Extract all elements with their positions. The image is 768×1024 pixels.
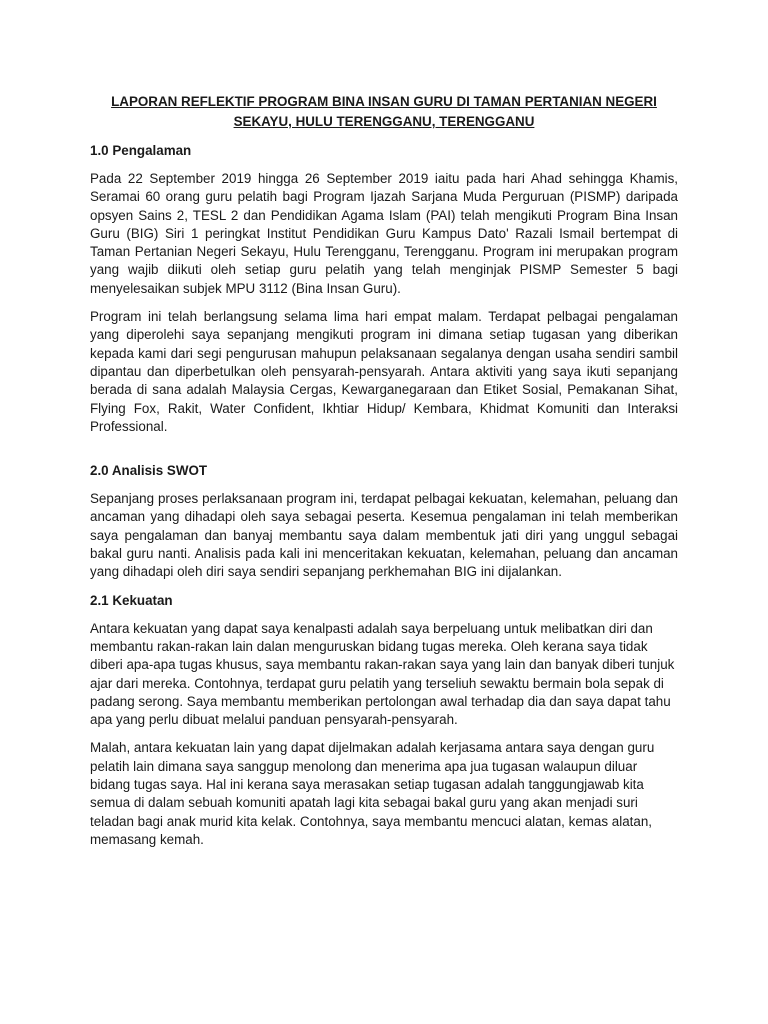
paragraph-pengalaman-1: Pada 22 September 2019 hingga 26 September 2019 iaitu pada hari Ahad sehingga Khamis, Seramai 60 orang guru pelatih bagi Program Ijazah Sarjana Muda Perguruan (PISMP) daripada opsyen Sains 2, TESL 2 dan Pendidikan Agama Islam (PAI) telah mengikuti Program Bina Insan Guru (BIG) Siri 1 peringkat Institut Pendidikan Guru Kampus Dato' Razali Ismail bertempat di Taman Pertanian Negeri Sekayu, Hulu Terengganu, Terengganu. Program ini merupakan program yang wajib diikuti oleh setiap guru pelatih yang telah menginjak PISMP Semester 5 bagi menyelesaikan subjek MPU 3112 (Bina Insan Guru). xyxy=(90,171,678,296)
paragraph-analisis-swot-1: Sepanjang proses perlaksanaan program ini, terdapat pelbagai kekuatan, kelemahan, peluang dan ancaman yang dihadapi oleh saya sebagai peserta. Kesemua pengalaman ini telah memberikan saya pengalaman dan banyaj membantu saya dalam membentuk jati diri yang unggul sebagai bakal guru nanti. Analisis pada kali ini menceritakan kekuatan, kelemahan, peluang dan ancaman yang dihadapi oleh diri saya sendiri sepanjang perkhemahan BIG ini dijalankan. xyxy=(90,491,678,580)
paragraph-pengalaman-2: Program ini telah berlangsung selama lima hari empat malam. Terdapat pelbagai pengalaman yang diperolehi saya sepanjang mengikuti program ini dimana setiap tugasan yang diberikan kepada kami dari segi pengurusan mahupun pelaksanaan segalanya dengan usaha sendiri sambil dipantau dan diperbetulkan oleh pensyarah-pensyarah. Antara aktiviti yang saya ikuti sepanjang berada di sana adalah Malaysia Cergas, Kewarganegaraan dan Etiket Sosial, Pemakanan Sihat, Flying Fox, Rakit, Water Confident, Ikhtiar Hidup/ Kembara, Khidmat Komuniti dan Interaksi Professional. xyxy=(90,309,678,434)
document-page xyxy=(90,92,678,859)
section-heading-kekuatan: 2.1 Kekuatan xyxy=(90,592,173,608)
paragraph-kekuatan-2: Malah, antara kekuatan lain yang dapat dijelmakan adalah kerjasama antara saya dengan guru pelatih lain dimana saya sanggup menolong dan menerima apa jua tugasan walaupun diluar bidang tugas saya. Hal ini kerana saya merasakan setiap tugasan adalah tanggungjawab kita semua di dalam sebuah komuniti apatah lagi kita sebagai bakal guru yang akan menjadi suri teladan bagi anak murid kita kelak. Contohnya, saya membantu mencuci alatan, kemas alatan, memasang kemah. xyxy=(90,740,655,847)
section-heading-pengalaman: 1.0 Pengalaman xyxy=(90,143,192,158)
paragraph-kekuatan-1: Antara kekuatan yang dapat saya kenalpasti adalah saya berpeluang untuk melibatkan diri dan membantu rakan-rakan lain dalan menguruskan bidang tugas mereka. Oleh kerana saya tidak diberi apa-apa tugas khusus, saya membantu rakan-rakan saya yang lain dan banyak diberi tunjuk ajar dari mereka. Contohnya, terdapat guru pelatih yang terseliuh sewaktu bermain bola sepak di padang serong. Saya membantu memberikan pertolongan awal terhadap dia dan saya dapat tahu apa yang perlu dibuat melalui panduan pensyarah-pensyarah. xyxy=(90,620,675,728)
document-title: LAPORAN REFLEKTIF PROGRAM BINA INSAN GURU DI TAMAN PERTANIAN NEGERI SEKAYU, HULU TERENGGANU, TERENGGANU xyxy=(111,94,657,129)
section-heading-analisis-swot: 2.0 Analisis SWOT xyxy=(90,463,208,479)
